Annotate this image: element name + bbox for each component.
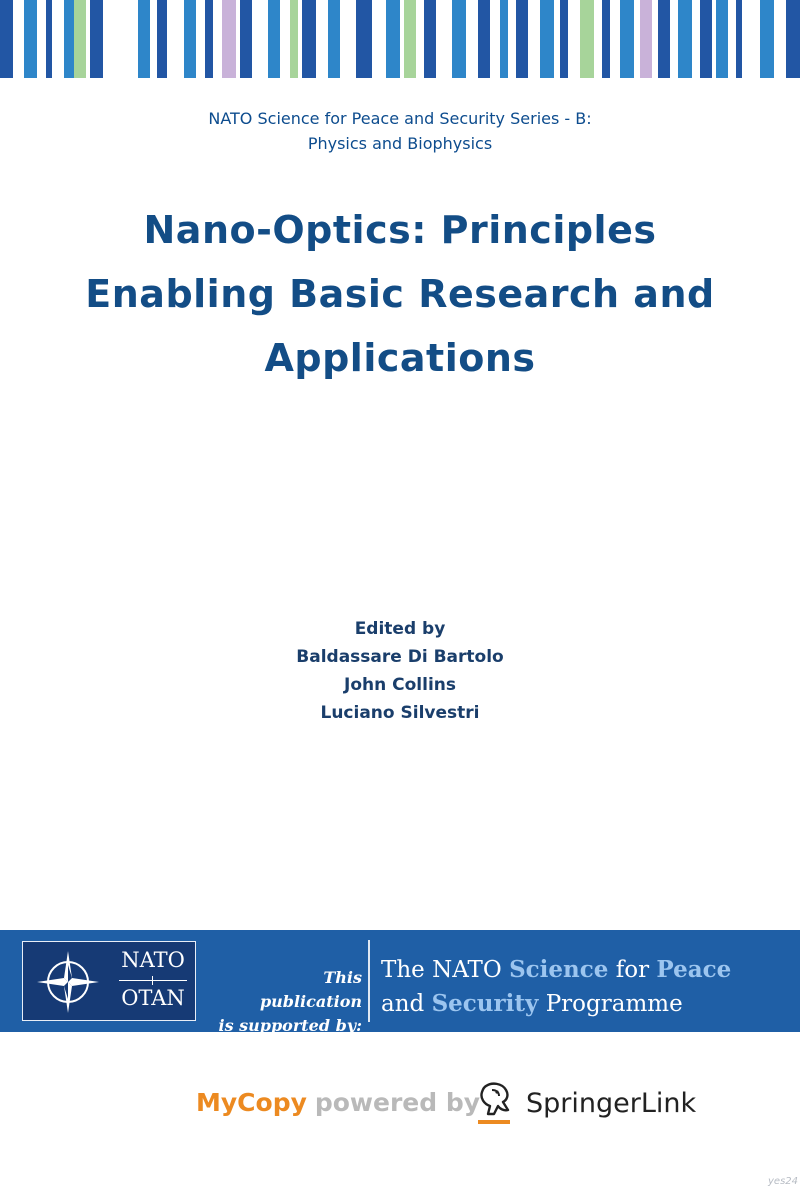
programme-line-2 <box>381 987 791 1021</box>
stripe <box>540 0 554 78</box>
watermark: yes24 <box>768 1176 799 1187</box>
nato-label: NATO <box>121 948 185 972</box>
springer-horse-icon <box>472 1080 516 1128</box>
stripe <box>302 0 316 78</box>
programme-name <box>381 953 791 1021</box>
book-title <box>30 198 770 390</box>
otan-label: OTAN <box>121 986 185 1010</box>
stripe <box>602 0 610 78</box>
band-separator <box>368 940 370 1022</box>
stripe <box>424 0 436 78</box>
stripe <box>516 0 528 78</box>
stripe <box>356 0 372 78</box>
programme-and: and <box>381 991 425 1017</box>
stripe <box>560 0 568 78</box>
programme-security: Security <box>431 990 539 1017</box>
mycopy-brand <box>196 1083 480 1123</box>
stripe <box>478 0 490 78</box>
edited-by-heading: Edited by <box>354 619 446 639</box>
stripe <box>90 0 103 78</box>
editor-name: Baldassare Di Bartolo <box>296 647 504 667</box>
stripe <box>736 0 742 78</box>
springer-label: Springer <box>526 1088 641 1119</box>
stripe <box>786 0 800 78</box>
nato-compass-icon <box>33 947 103 1017</box>
stripe <box>328 0 340 78</box>
stripe <box>74 0 86 78</box>
stripe <box>760 0 774 78</box>
springer-link-brand <box>526 1088 696 1119</box>
supported-line-1: This publication <box>259 968 362 1011</box>
stripe <box>157 0 167 78</box>
book-title-line-2: Enabling Basic Research and <box>85 272 715 316</box>
editor-name: Luciano Silvestri <box>320 703 480 723</box>
stripe <box>452 0 466 78</box>
stripe <box>500 0 508 78</box>
stripe <box>290 0 298 78</box>
programme-for: for <box>615 957 650 983</box>
book-title-line-3: Applications <box>264 336 536 380</box>
powered-by-label: powered by <box>314 1088 481 1117</box>
programme-programme: Programme <box>545 991 683 1017</box>
link-label: Link <box>640 1088 697 1119</box>
mycopy-label: MyCopy <box>196 1088 307 1117</box>
editor-name: John Collins <box>344 675 456 695</box>
stripe <box>184 0 196 78</box>
stripe <box>404 0 416 78</box>
stripe <box>0 0 13 78</box>
stripe <box>700 0 712 78</box>
stripe <box>716 0 728 78</box>
supported-by-text <box>216 966 362 1038</box>
book-title-line-1: Nano-Optics: Principles <box>143 208 657 252</box>
programme-science: Science <box>509 956 609 983</box>
stripe <box>268 0 280 78</box>
stripe <box>205 0 213 78</box>
programme-peace: Peace <box>656 956 732 983</box>
stripe <box>386 0 400 78</box>
stripe <box>640 0 652 78</box>
stripe <box>222 0 236 78</box>
stripe <box>658 0 670 78</box>
stripe <box>24 0 37 78</box>
programme-the: The NATO <box>381 957 502 983</box>
supported-line-2: is supported by: <box>218 1016 362 1035</box>
stripe <box>240 0 252 78</box>
programme-line-1 <box>381 953 791 987</box>
logo-divider <box>119 980 187 981</box>
editors-block <box>0 615 800 727</box>
stripe <box>678 0 692 78</box>
series-title <box>0 106 800 156</box>
series-line-1: NATO Science for Peace and Security Series - B: <box>208 109 592 128</box>
logo-divider-tick <box>152 976 153 985</box>
nato-support-band <box>0 930 800 1035</box>
stripe <box>580 0 594 78</box>
nato-otan-logo <box>22 941 196 1021</box>
top-stripe-banner <box>0 0 800 78</box>
stripe <box>620 0 634 78</box>
stripe <box>64 0 74 78</box>
stripe <box>138 0 150 78</box>
stripe <box>46 0 52 78</box>
series-line-2: Physics and Biophysics <box>307 134 493 153</box>
